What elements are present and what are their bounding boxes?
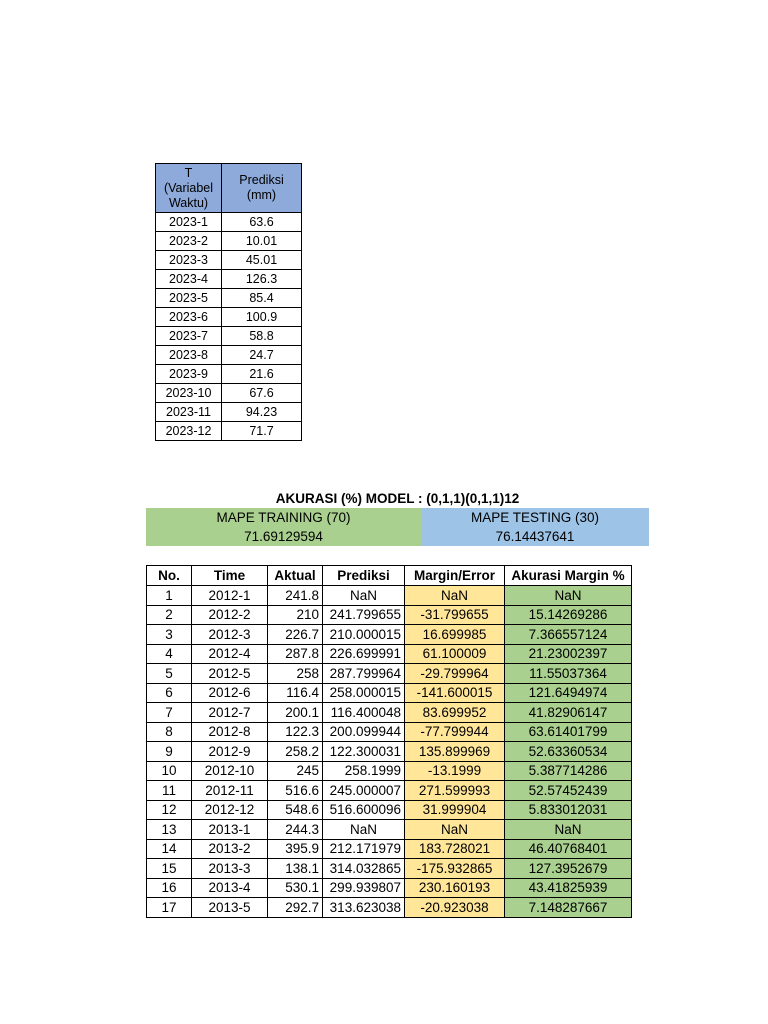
- forecast-time-cell: 2023-7: [156, 327, 222, 346]
- aktual-cell: 245: [268, 761, 323, 781]
- time-cell: 2012-9: [192, 742, 268, 762]
- table-row: [147, 859, 632, 879]
- forecast-row: [156, 327, 302, 346]
- table-row: [147, 820, 632, 840]
- time-cell: 2012-8: [192, 722, 268, 742]
- mape-training-label: MAPE TRAINING (70): [146, 508, 421, 527]
- no-cell: 14: [147, 839, 192, 859]
- header-akurasi-margin: Akurasi Margin %: [505, 566, 632, 586]
- table-row: [147, 722, 632, 742]
- no-cell: 15: [147, 859, 192, 879]
- prediksi-cell: 245.000007: [323, 781, 405, 801]
- no-cell: 13: [147, 820, 192, 840]
- time-cell: 2013-5: [192, 898, 268, 918]
- forecast-row: [156, 422, 302, 441]
- time-cell: 2012-1: [192, 586, 268, 606]
- header-margin-error: Margin/Error: [405, 566, 505, 586]
- no-cell: 17: [147, 898, 192, 918]
- no-cell: 10: [147, 761, 192, 781]
- prediksi-cell: 258.1999: [323, 761, 405, 781]
- prediksi-cell: 258.000015: [323, 683, 405, 703]
- no-cell: 9: [147, 742, 192, 762]
- no-cell: 1: [147, 586, 192, 606]
- prediksi-cell: 299.939807: [323, 878, 405, 898]
- margin-error-cell: 61.100009: [405, 644, 505, 664]
- aktual-cell: 548.6: [268, 800, 323, 820]
- aktual-cell: 287.8: [268, 644, 323, 664]
- akurasi-margin-cell: NaN: [505, 820, 632, 840]
- akurasi-margin-cell: 52.57452439: [505, 781, 632, 801]
- margin-error-cell: -20.923038: [405, 898, 505, 918]
- forecast-header-prediction: Prediksi (mm): [222, 164, 302, 213]
- table-row: [147, 761, 632, 781]
- forecast-time-cell: 2023-10: [156, 384, 222, 403]
- prediksi-cell: 226.699991: [323, 644, 405, 664]
- table-row: [147, 586, 632, 606]
- akurasi-margin-cell: 63.61401799: [505, 722, 632, 742]
- forecast-time-cell: 2023-5: [156, 289, 222, 308]
- akurasi-margin-cell: 21.23002397: [505, 644, 632, 664]
- time-cell: 2012-11: [192, 781, 268, 801]
- forecast-row: [156, 251, 302, 270]
- margin-error-cell: -141.600015: [405, 683, 505, 703]
- no-cell: 7: [147, 703, 192, 723]
- margin-error-cell: 31.999904: [405, 800, 505, 820]
- aktual-cell: 241.8: [268, 586, 323, 606]
- detail-header-row: [147, 566, 632, 586]
- prediksi-cell: 314.032865: [323, 859, 405, 879]
- prediksi-cell: 200.099944: [323, 722, 405, 742]
- aktual-cell: 395.9: [268, 839, 323, 859]
- mape-training-value: 71.69129594: [146, 527, 421, 546]
- aktual-cell: 258: [268, 664, 323, 684]
- forecast-prediction-cell: 10.01: [222, 232, 302, 251]
- forecast-time-cell: 2023-2: [156, 232, 222, 251]
- header-aktual: Aktual: [268, 566, 323, 586]
- forecast-time-cell: 2023-4: [156, 270, 222, 289]
- no-cell: 6: [147, 683, 192, 703]
- forecast-header-time: T (Variabel Waktu): [156, 164, 222, 213]
- forecast-prediction-cell: 85.4: [222, 289, 302, 308]
- margin-error-cell: 135.899969: [405, 742, 505, 762]
- table-row: [147, 742, 632, 762]
- forecast-table: [155, 163, 302, 441]
- no-cell: 5: [147, 664, 192, 684]
- forecast-row: [156, 213, 302, 232]
- aktual-cell: 516.6: [268, 781, 323, 801]
- no-cell: 8: [147, 722, 192, 742]
- forecast-row: [156, 346, 302, 365]
- table-row: [147, 781, 632, 801]
- forecast-prediction-cell: 45.01: [222, 251, 302, 270]
- forecast-row: [156, 365, 302, 384]
- time-cell: 2012-10: [192, 761, 268, 781]
- margin-error-cell: 83.699952: [405, 703, 505, 723]
- forecast-row: [156, 270, 302, 289]
- time-cell: 2012-3: [192, 625, 268, 645]
- forecast-time-cell: 2023-3: [156, 251, 222, 270]
- aktual-cell: 226.7: [268, 625, 323, 645]
- time-cell: 2013-2: [192, 839, 268, 859]
- margin-error-cell: 16.699985: [405, 625, 505, 645]
- time-cell: 2013-1: [192, 820, 268, 840]
- table-row: [147, 839, 632, 859]
- aktual-cell: 244.3: [268, 820, 323, 840]
- margin-error-cell: -29.799964: [405, 664, 505, 684]
- akurasi-margin-cell: 11.55037364: [505, 664, 632, 684]
- table-row: [147, 800, 632, 820]
- akurasi-margin-cell: 5.387714286: [505, 761, 632, 781]
- prediksi-cell: 516.600096: [323, 800, 405, 820]
- mape-testing-value: 76.14437641: [421, 527, 649, 546]
- forecast-time-cell: 2023-1: [156, 213, 222, 232]
- margin-error-cell: -13.1999: [405, 761, 505, 781]
- no-cell: 16: [147, 878, 192, 898]
- table-row: [147, 898, 632, 918]
- akurasi-margin-cell: 5.833012031: [505, 800, 632, 820]
- prediksi-cell: 313.623038: [323, 898, 405, 918]
- time-cell: 2012-7: [192, 703, 268, 723]
- forecast-time-cell: 2023-12: [156, 422, 222, 441]
- table-row: [147, 605, 632, 625]
- forecast-time-cell: 2023-9: [156, 365, 222, 384]
- forecast-prediction-cell: 126.3: [222, 270, 302, 289]
- margin-error-cell: -31.799655: [405, 605, 505, 625]
- margin-error-cell: -175.932865: [405, 859, 505, 879]
- header-prediksi: Prediksi: [323, 566, 405, 586]
- table-row: [147, 878, 632, 898]
- no-cell: 4: [147, 644, 192, 664]
- mape-testing-label: MAPE TESTING (30): [421, 508, 649, 527]
- margin-error-cell: NaN: [405, 586, 505, 606]
- forecast-prediction-cell: 24.7: [222, 346, 302, 365]
- margin-error-cell: 271.599993: [405, 781, 505, 801]
- prediksi-cell: NaN: [323, 820, 405, 840]
- mape-summary: [146, 508, 649, 546]
- forecast-prediction-cell: 58.8: [222, 327, 302, 346]
- no-cell: 12: [147, 800, 192, 820]
- prediksi-cell: 212.171979: [323, 839, 405, 859]
- no-cell: 3: [147, 625, 192, 645]
- akurasi-margin-cell: NaN: [505, 586, 632, 606]
- time-cell: 2013-3: [192, 859, 268, 879]
- forecast-row: [156, 232, 302, 251]
- forecast-row: [156, 308, 302, 327]
- aktual-cell: 138.1: [268, 859, 323, 879]
- aktual-cell: 200.1: [268, 703, 323, 723]
- no-cell: 11: [147, 781, 192, 801]
- akurasi-margin-cell: 46.40768401: [505, 839, 632, 859]
- time-cell: 2012-2: [192, 605, 268, 625]
- prediksi-cell: 210.000015: [323, 625, 405, 645]
- aktual-cell: 292.7: [268, 898, 323, 918]
- table-row: [147, 625, 632, 645]
- prediksi-cell: NaN: [323, 586, 405, 606]
- forecast-row: [156, 403, 302, 422]
- forecast-time-cell: 2023-8: [156, 346, 222, 365]
- akurasi-margin-cell: 127.3952679: [505, 859, 632, 879]
- margin-error-cell: NaN: [405, 820, 505, 840]
- time-cell: 2012-6: [192, 683, 268, 703]
- time-cell: 2012-4: [192, 644, 268, 664]
- margin-error-cell: 183.728021: [405, 839, 505, 859]
- forecast-prediction-cell: 67.6: [222, 384, 302, 403]
- forecast-prediction-cell: 63.6: [222, 213, 302, 232]
- prediksi-cell: 116.400048: [323, 703, 405, 723]
- forecast-row: [156, 289, 302, 308]
- forecast-prediction-cell: 100.9: [222, 308, 302, 327]
- akurasi-margin-cell: 41.82906147: [505, 703, 632, 723]
- akurasi-margin-cell: 7.366557124: [505, 625, 632, 645]
- akurasi-margin-cell: 52.63360534: [505, 742, 632, 762]
- akurasi-margin-cell: 7.148287667: [505, 898, 632, 918]
- table-row: [147, 664, 632, 684]
- forecast-time-cell: 2023-6: [156, 308, 222, 327]
- aktual-cell: 116.4: [268, 683, 323, 703]
- prediksi-cell: 122.300031: [323, 742, 405, 762]
- header-time: Time: [192, 566, 268, 586]
- forecast-prediction-cell: 71.7: [222, 422, 302, 441]
- time-cell: 2012-5: [192, 664, 268, 684]
- aktual-cell: 530.1: [268, 878, 323, 898]
- margin-error-cell: 230.160193: [405, 878, 505, 898]
- aktual-cell: 210: [268, 605, 323, 625]
- forecast-row: [156, 384, 302, 403]
- aktual-cell: 122.3: [268, 722, 323, 742]
- table-row: [147, 683, 632, 703]
- aktual-cell: 258.2: [268, 742, 323, 762]
- accuracy-detail-table: [146, 565, 632, 918]
- akurasi-margin-cell: 43.41825939: [505, 878, 632, 898]
- forecast-time-cell: 2023-11: [156, 403, 222, 422]
- table-row: [147, 644, 632, 664]
- time-cell: 2012-12: [192, 800, 268, 820]
- akurasi-margin-cell: 121.6494974: [505, 683, 632, 703]
- akurasi-margin-cell: 15.14269286: [505, 605, 632, 625]
- no-cell: 2: [147, 605, 192, 625]
- table-row: [147, 703, 632, 723]
- forecast-prediction-cell: 94.23: [222, 403, 302, 422]
- forecast-header-row: [156, 164, 302, 213]
- accuracy-title: AKURASI (%) MODEL : (0,1,1)(0,1,1)12: [275, 491, 520, 506]
- header-no: No.: [147, 566, 192, 586]
- prediksi-cell: 241.799655: [323, 605, 405, 625]
- margin-error-cell: -77.799944: [405, 722, 505, 742]
- time-cell: 2013-4: [192, 878, 268, 898]
- forecast-prediction-cell: 21.6: [222, 365, 302, 384]
- prediksi-cell: 287.799964: [323, 664, 405, 684]
